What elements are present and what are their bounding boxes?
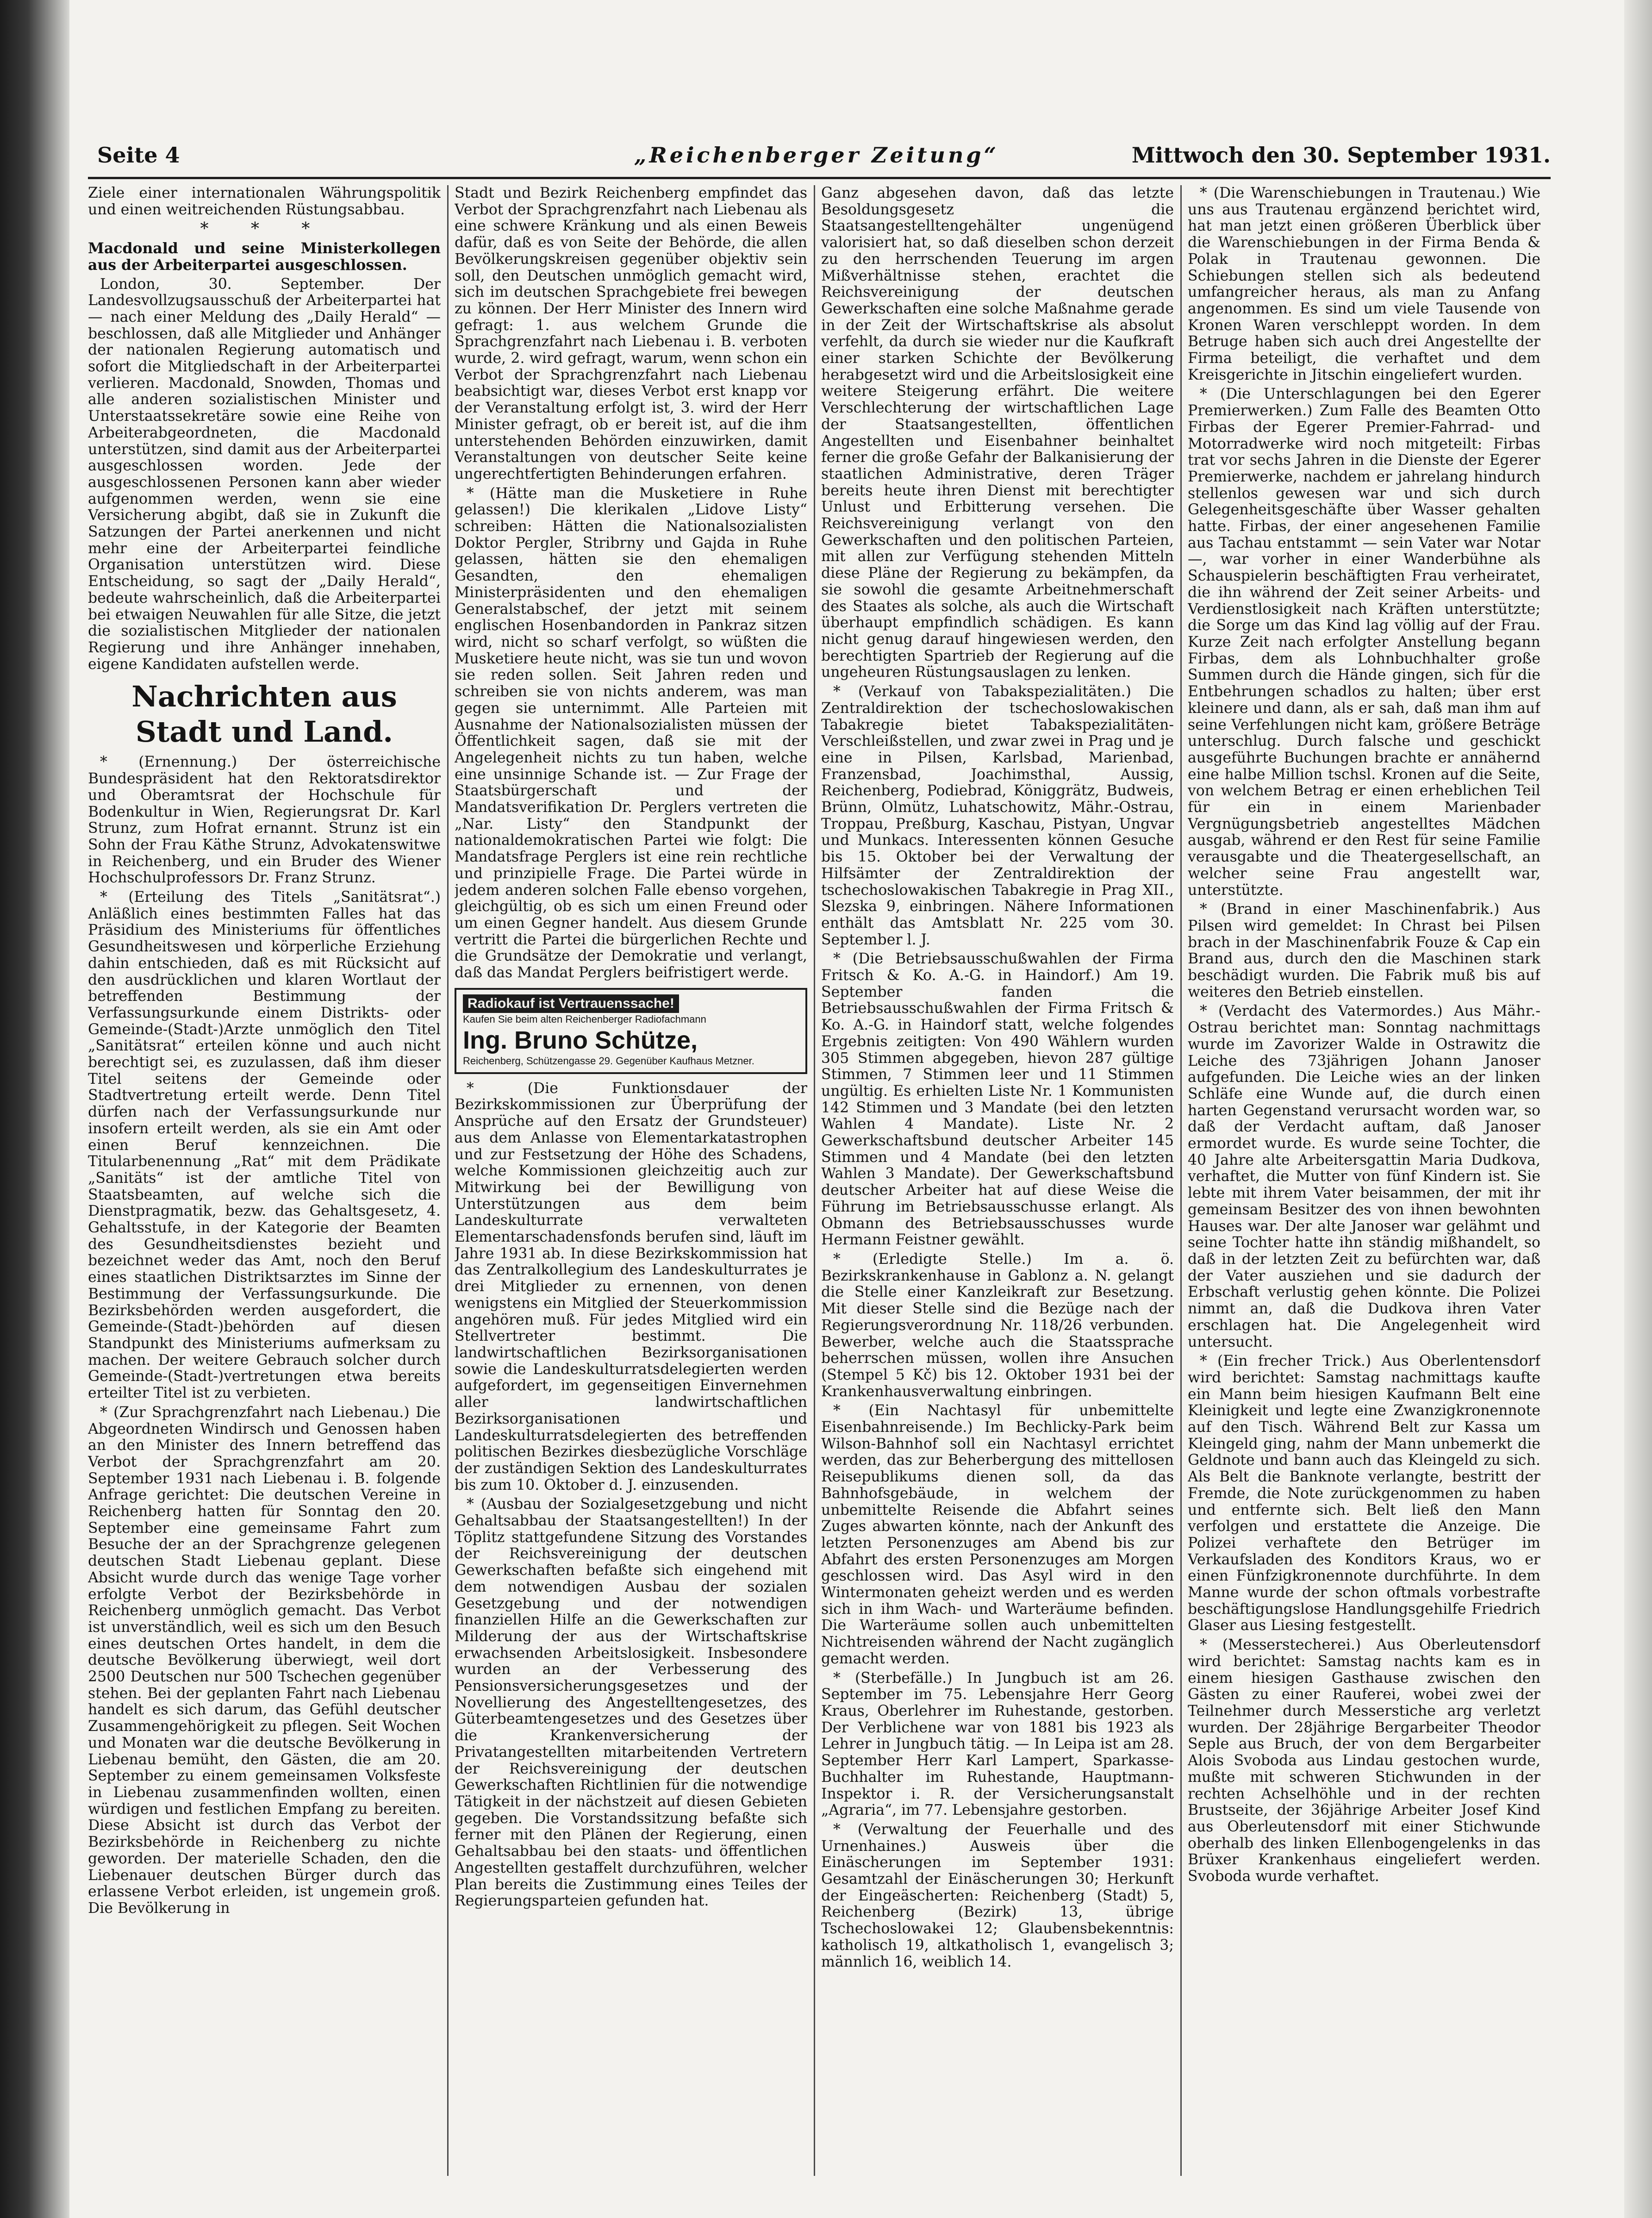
issue-date: Mittwoch den 30. September 1931. — [1131, 143, 1551, 168]
column-4 — [1188, 185, 1540, 2176]
article-headline: Macdonald und seine Ministerkollegen aus der Arbeiterpartei ausgeschlossen. — [88, 240, 441, 274]
newspaper-page — [88, 139, 1551, 2176]
news-item: * (Verwaltung der Feuerhalle und des Urnenhaines.) Ausweis über die Einäscherungen im September 1931: Gesamtzahl der Einäscherungen 30; Herkunft der Eingeäscherten: Reichenberg (Stadt) 5, Reichenberg (Bezirk) 13, übrige Tschechoslowakei 12; Glaubensbekenntnis: katholisch 19, altkatholisch 1, evangelisch 3; männlich 16, weiblich 14. — [821, 1821, 1174, 1970]
column-3 — [821, 185, 1174, 2176]
section-title: Nachrichten aus Stadt und Land. — [131, 680, 397, 749]
article-body: London, 30. September. Der Landesvollzugsausschuß der Arbeiterpartei hat — nach einer Meldung des „Daily Herald“ — beschlossen, daß alle Mitglieder und Anhänger der nationalen Regierung automatisch und sofort die Mitgliedschaft in der Arbeiterpartei verlieren. Macdonald, Snowden, Thomas und alle anderen sozialistischen Minister und Unterstaatssekretäre sowie eine Reihe von Arbeiterabgeordneten, die Macdonald unterstützen, sind damit aus der Arbeiterpartei ausgeschlossen worden. Jede der ausgeschlossenen Personen kann aber wieder aufgenommen werden, wenn sie eine Versicherung abgibt, daß sie in Zukunft die Satzungen der Partei anerkennen und nicht mehr eine der Arbeiterpartei feindliche Organisation unterstützen wird. Diese Entscheidung, so sagt der „Daily Herald“, bedeute wahrscheinlich, daß die Arbeiterpartei bei etwaigen Neuwahlen für alle Sitze, die jetzt die sozialistischen Mitglieder der nationalen Regierung und ihre Anhänger innehaben, eigene Kandidaten aufstellen werde. — [88, 275, 441, 673]
header-rule — [88, 177, 1551, 179]
column-1 — [88, 185, 441, 2176]
radio-advertisement — [455, 988, 807, 1074]
news-item: * (Erteilung des Titels „Sanitätsrat“.) Anläßlich eines bestimmten Falles hat das Präsidium des Ministeriums für öffentliches Gesundheitswesen und körperliche Erziehung dahin entschieden, daß es mit Rücksicht auf den ausdrücklichen und klaren Wortlaut der betreffenden Bestimmung der Verfassungsurkunde einem Distrikts- oder Gemeinde-(Stadt-)Arzte unmöglich den Titel „Sanitätsrat“ erteilen könne und auch nicht berechtigt sei, es zuzulassen, daß ihm dieser Titel seitens der Gemeinde oder Stadtvertretung erteilt werde. Denn Titel dürfen nach der Verfassungsurkunde nur insofern erteilt werden, als sie ein Amt oder einen Beruf kennzeichnen. Die Titularbenennung „Rat“ mit dem Prädikate „Sanitäts“ ist der amtliche Titel von Staatsbeamten, auf welche sich die Dienstpragmatik, bezw. das Gehaltsgesetz, 4. Gehaltsstufe, in der Kategorie der Beamten des Gesundheitsdienstes bezieht und bezeichnet weder das Amt, noch den Beruf eines staatlichen Distriktsarztes im Sinne der Bestimmung der Verfassungsurkunde. Die Bezirksbehörden werden ausgefordert, die Gemeinde-(Stadt-)behörden auf diesen Standpunkt des Ministeriums aufmerksam zu machen. Der weitere Gebrauch solcher durch Gemeinde-(Stadt-)vertretungen etwa bereits erteilter Titel ist zu verbieten. — [88, 889, 441, 1402]
ad-company-name: Ing. Bruno Schütze, — [463, 1026, 698, 1054]
news-item: * (Brand in einer Maschinenfabrik.) Aus Pilsen wird gemeldet: In Chrast bei Pilsen brach in der Maschinenfabrik Fouze & Cap ein Brand aus, durch den die Maschinen stark beschädigt wurden. Die Fabrik muß bis auf weiteres den Betrieb einstellen. — [1188, 901, 1540, 1000]
news-item: * (Ein Nachtasyl für unbemittelte Eisenbahnreisende.) Im Bechlicky-Park beim Wilson-Bahnhof soll ein Nachtasyl errichtet werden, das zur Beherbergung des mittellosen Reisepublikums dienen soll, da das Bahnhofsgebäude, in welchem der unbemittelte Reisende die Abfahrt seines Zuges abwarten könnte, nach der Ankunft des letzten Personenzuges am Abend bis zur Abfahrt des ersten Personenzuges am Morgen geschlossen wird. Das Asyl wird in den Wintermonaten geheizt werden und es werden sich in ihm Wach- und Warteräume befinden. Die Warteräume sollen auch unbemittelten Nichtreisenden während der Nacht zugänglich gemacht werden. — [821, 1402, 1174, 1667]
news-item: * (Ausbau der Sozialgesetzgebung und nicht Gehaltsabbau der Staatsangestellten!) In der Töplitz stattgefundene Sitzung des Vorstandes der Reichsvereinigung der deutschen Gewerkschaften befaßte sich eingehend mit dem notwendigen Ausbau der sozialen Gesetzgebung und der notwendigen finanziellen Hilfe an die Gewerkschaften zur Milderung der aus der Wirtschaftskrise erwachsenden Arbeitslosigkeit. Insbesondere wurden an der Verbesserung des Pensionsversicherungsgesetzes und der Novellierung des Angestelltengesetzes, des Güterbeamtengesetzes und des Gesetzes über die Krankenversicherung der Privatangestellten mitarbeitenden Vertretern der Reichsvereinigung der deutschen Gewerkschaften Richtlinien für die notwendige Tätigkeit in der nächstzeit auf diesen Gebieten gegeben. Die Vorstandssitzung befaßte sich ferner mit den Plänen der Regierung, einen Gehaltsabbau bei den staats- und öffentlichen Angestellten gestaffelt durchzuführen, welcher Plan bereits die Zustimmung eines Teiles der Regierungsparteien gefunden hat. — [455, 1496, 807, 1910]
article-continuation: Stadt und Bezirk Reichenberg empfindet das Verbot der Sprachgrenzfahrt nach Liebenau als eine schwere Kränkung und als einen Beweis dafür, daß es von Seite der Behörde, die allen Bevölkerungskreisen gegenüber objektiv sein soll, den Deutschen unmöglich gemacht wird, sich im deutschen Sprachgebiete frei bewegen zu können. Der Herr Minister des Innern wird gefragt: 1. aus welchem Grunde die Sprachgrenzfahrt nach Liebenau i. B. verboten wurde, 2. wird gefragt, warum, wenn schon ein Verbot der Sprachgrenzfahrt nach Liebenau beabsichtigt war, dieses Verbot erst knapp vor der Veranstaltung erfolgt ist, 3. wird der Herr Minister gefragt, ob er bereit ist, auf die ihm unterstehenden Behörden einzuwirken, damit Veranstaltungen von deutscher Seite keine ungerechtfertigten Behinderungen erfahren. — [455, 185, 807, 482]
column-divider — [814, 185, 815, 2176]
ad-headline: Radiokauf ist Vertrauenssache! — [463, 994, 679, 1013]
news-item: * (Messerstecherei.) Aus Oberleutensdorf wird berichtet: Samstag nachts kam es in einem hiesigen Gasthause zwischen den Gästen zu einer Rauferei, wobei zwei der Teilnehmer durch Messerstiche arg verletzt wurden. Der 28jährige Bergarbeiter Theodor Seple aus Bruch, der von dem Bergarbeiter Alois Svoboda aus Lindau gestochen wurde, mußte mit schweren Stichwunden in der rechten Achselhöhle und in der rechten Brustseite, der 36jährige Arbeiter Josef Kind aus Oberleutensdorf mit einer Stichwunde oberhalb des linken Ellenbogengelenks in das Brüxer Krankenhaus eingeliefert werden. Svoboda wurde verhaftet. — [1188, 1637, 1540, 1885]
news-item: * (Verkauf von Tabakspezialitäten.) Die Zentraldirektion der tschechoslowakischen Tabakregie bietet Tabakspezialitäten-Verschleißstellen, und zwar zwei in Prag und je eine in Pilsen, Karlsbad, Marienbad, Franzensbad, Joachimsthal, Aussig, Reichenberg, Podiebrad, Königgrätz, Budweis, Brünn, Olmütz, Luhatschowitz, Mähr.-Ostrau, Troppau, Preßburg, Kaschau, Pistyan, Ungvar und Munkacs. Interessenten können Gesuche bis 15. Oktober bei der Verwaltung der Hilfsämter der Zentraldirektion der tschechoslowakischen Tabakregie in Prag XII., Slezska 9, einbringen. Nähere Informationen enthält das Amtsblatt Nr. 225 vom 30. September l. J. — [821, 683, 1174, 948]
news-item: * (Sterbefälle.) In Jungbuch ist am 26. September im 75. Lebensjahre Herr Georg Kraus, Oberlehrer im Ruhestande, gestorben. Der Verblichene war von 1881 bis 1923 als Lehrer in Jungbuch tätig. — In Leipa ist am 28. September Herr Karl Lampert, Sparkasse-Buchhalter im Ruhestande, Hauptmann-Inspektor i. R. der Versicherungsanstalt „Agraria“, im 77. Lebensjahre gestorben. — [821, 1669, 1174, 1819]
scan-right-edge — [1624, 0, 1652, 2218]
page-header — [88, 139, 1551, 171]
column-divider — [1180, 185, 1182, 2176]
news-item: * (Hätte man die Musketiere in Ruhe gelassen!) Die klerikalen „Lidove Listy“ schreiben: Hätten die Nationalsozialisten Doktor Pergler, Stribrny und Gajda in Ruhe gelassen, hätten sie den ehemaligen Gesandten, den ehemaligen Ministerpräsidenten und den ehemaligen Generalstabschef, der jetzt mit seinem englischen Hosenbandorden in Pankraz sitzen wird, nicht so scharf verfolgt, so wüßten die Musketiere heute nicht, was sie tun und wovon sie reden sollen. Seit Jahren reden und schreiben sie von nichts anderem, was man gegen sie unternimmt. Alle Parteien mit Ausnahme der Nationalsozialisten müssen der Öffentlichkeit sagen, daß sie mit der Angelegenheit nichts zu tun haben, welche eine unsinnige Schande ist. — Zur Frage der Staatsbürgerschaft und der Mandatsverifikation Dr. Perglers vertreten die „Nar. Listy“ den Standpunkt der nationaldemokratischen Partei wie folgt: Die Mandatsfrage Perglers ist eine rein rechtliche und prinzipielle Frage. Die Partei würde in jedem anderen solchen Falle ebenso vorgehen, gleichgültig, ob es sich um einen Freund oder um einen Gegner handelt. Aus diesem Grunde vertritt die Partei die bürgerlichen Rechte und die Grundsätze der Demokratie und verlangt, daß das Mandat Perglers beifristigert werde. — [455, 485, 807, 981]
news-item: * (Erledigte Stelle.) Im a. ö. Bezirkskrankenhause in Gablonz a. N. gelangt die Stelle einer Kanzleikraft zur Besetzung. Mit dieser Stelle sind die Bezüge nach der Regierungsverordnung Nr. 118/26 verbunden. Bewerber, welche auch die Staatssprache beherrschen müssen, wollen ihre Ansuchen (Stempel 5 Kč) bis 12. Oktober 1931 bei der Krankenhausverwaltung einbringen. — [821, 1251, 1174, 1400]
news-item: * (Ein frecher Trick.) Aus Oberlentensdorf wird berichtet: Samstag nachmittags kaufte ein Mann beim hiesigen Kaufmann Belt eine Kleinigkeit und legte eine Zwanzigkronennote auf den Tisch. Während Belt zur Kassa um Kleingeld ging, nahm der Mann unbemerkt die Geldnote und bann auch das Kleingeld zu sich. Als Belt die Banknote verlangte, bestritt der Fremde, die Note zurückgenommen zu haben und entfernte sich. Belt ließ den Mann verfolgen und erstattete die Anzeige. Die Polizei verhaftete den Betrüger im Verkaufsladen des Konditors Kraus, wo er einen Fünfzigkronennote durchführte. In dem Manne wurde der schon oftmals vorbestrafte beschäftigungslose Handlungsgehilfe Friedrich Glaser aus Liesing festgestellt. — [1188, 1353, 1540, 1634]
page-number: Seite 4 — [97, 143, 180, 168]
news-item: * (Ernennung.) Der österreichische Bundespräsident hat den Rektoratsdirektor und Oberamtsrat der Hochschule für Bodenkultur in Wien, Regierungsrat Dr. Karl Strunz, zum Hofrat ernannt. Strunz ist ein Sohn der Frau Käthe Strunz, Advokatenswitwe in Reichenberg, und ein Bruder des Wiener Hochschulprofessors Dr. Franz Strunz. — [88, 754, 441, 887]
section-stars: * * * — [200, 219, 329, 239]
article-continuation: Ganz abgesehen davon, daß das letzte Besoldungsgesetz die Staatsangestelltengehälter ungenügend valorisiert hat, so daß dieselben schon derzeit zu den herrschenden Teuerung im argen Mißverhältnisse stehen, erachtet die Reichsvereinigung der deutschen Gewerkschaften eine solche Maßnahme gerade in der Zeit der Wirtschaftskrise als absolut verfehlt, da durch sie wieder nur die Kaufkraft einer starken Schichte der Bevölkerung herabgesetzt wird und die Arbeitslosigkeit eine weitere Steigerung erfährt. Die weitere Verschlechterung der wirtschaftlichen Lage der Staatsangestellten, öffentlichen Angestellten und Eisenbahner beinhaltet ferner die große Gefahr der Balkanisierung der staatlichen Administrative, deren Träger bereits heute ihren Dienst mit berechtigter Unlust und Erbitterung versehen. Die Reichsvereinigung verlangt von den Gewerkschaften und den politischen Parteien, mit allen zur Verfügung stehenden Mitteln diese Pläne der Regierung zu bekämpfen, da sie sowohl die gesamte Arbeitnehmerschaft des Staates als solche, als auch die Wirtschaft überhaupt empfindlich schädigen. Es kann nicht genug darauf hingewiesen werden, den berechtigten Spartrieb der Regierung auf die ungeheuren Rüstungsauslagen zu lenken. — [821, 185, 1174, 681]
ad-address: Reichenberg, Schützengasse 29. Gegenüber Kaufhaus Metzner. — [463, 1055, 754, 1067]
news-item: * (Die Unterschlagungen bei den Egerer Premierwerken.) Zum Falle des Beamten Otto Firbas der Egerer Premier-Fahrrad- und Motorradwerke wird noch mitgeteilt: Firbas trat vor sechs Jahren in die Dienste der Egerer Premierwerke, nachdem er jahrelang hindurch stellenlos gewesen war und sich durch Gelegenheitsgeschäfte über Wasser gehalten hatte. Firbas, der einer angesehenen Familie aus Tachau entstammt — sein Vater war Notar —, war vorher in einer Wanderbühne als Schauspielerin beschäftigten Frau verheiratet, die ihn während der Zeit seiner Arbeits- und Verdienstlosigkeit nach Kräften unterstützte; die Sorge um das Kind lag völlig auf der Frau. Kurze Zeit nach erfolgter Anstellung begann Firbas, dem als Lohnbuchhalter große Summen durch die Hände gingen, sich für die Entbehrungen schadlos zu halten; über erst kleinere und dann, als er sah, daß man ihm auf seine Verfehlungen nicht kam, größere Beträge unterschlug. Durch falsche und geschickt ausgeführte Buchungen brachte er annähernd eine halbe Million tschsl. Kronen auf die Seite, von welchem Betrag er einen erheblichen Teil für ein in einem Marienbader Vergnügungsbetrieb angestelltes Mädchen ausgab, während er den Rest für seine Familie verausgabte und die Theatergesellschaft, an welcher seine Frau angestellt war, unterstützte. — [1188, 386, 1540, 899]
newspaper-title: „Reichenberger Zeitung“ — [634, 143, 999, 168]
column-divider — [447, 185, 449, 2176]
news-item: * (Die Warenschiebungen in Trautenau.) Wie uns aus Trautenau ergänzend berichtet wird, hat man jetzt einen größeren Überblick über die Warenschiebungen in der Firma Benda & Polak in Trautenau gewonnen. Die Schiebungen stellen sich als bedeutend umfangreicher heraus, als man zu Anfang angenommen. Es sind um viele Tausende von Kronen Waren verschleppt worden. In dem Betruge haben sich auch drei Angestellte der Firma beteiligt, die verhaftet und dem Kreisgerichte in Jitschin eingeliefert wurden. — [1188, 185, 1540, 383]
news-item: * (Zur Sprachgrenzfahrt nach Liebenau.) Die Abgeordneten Windirsch und Genossen haben an den Minister des Innern betreffend das Verbot der Sprachgrenzfahrt am 20. September 1931 nach Liebenau i. B. folgende Anfrage gerichtet: Die deutschen Vereine in Reichenberg hatten für Sonntag den 20. September eine gemeinsame Fahrt zum Besuche der an der Sprachgrenze gelegenen deutschen Stadt Liebenau geplant. Diese Absicht wurde durch das wenige Tage vorher erfolgte Verbot der Bezirksbehörde in Reichenberg unmöglich gemacht. Das Verbot ist unverständlich, weil es sich um den Besuch eines deutschen Ortes handelt, in dem die deutsche Bevölkerung überwiegt, weil dort 2500 Deutschen nur 500 Tschechen gegenüber stehen. Bei der geplanten Fahrt nach Liebenau handelt es sich darum, das Gefühl deutscher Zusammengehörigkeit zu pflegen. Seit Wochen und Monaten war die deutsche Bevölkerung in Liebenau bemüht, den Gästen, die am 20. September zu einem gemeinsamen Volksfeste in Liebenau zusammenfinden wollten, einen würdigen und festlichen Empfang zu bereiten. Diese Absicht ist durch das Verbot der Bezirksbehörde in Reichenberg zu nichte geworden. Der materielle Schaden, den die Liebenauer deutschen Bürger durch das erlassene Verbot erleiden, ist ungemein groß. Die Bevölkerung in — [88, 1404, 441, 1917]
scan-left-edge — [0, 0, 69, 2218]
ad-tagline: Kaufen Sie beim alten Reichenberger Radiofachmann — [463, 1013, 706, 1025]
news-item: * (Die Funktionsdauer der Bezirkskommissionen zur Überprüfung der Ansprüche auf den Ersatz der Grundsteuer) aus dem Anlasse von Elementarkatastrophen und zur Festsetzung der Höhe des Schadens, welche Kommissionen gleichzeitig auch zur Mitwirkung bei der Bewilligung von Unterstützungen aus dem beim Landeskulturrate verwalteten Elementarschadensfonds berufen sind, läuft im Jahre 1931 ab. In diese Bezirkskommission hat das Zentralkollegium des Landeskulturrates je drei Mitglieder zu ernennen, von denen wenigstens ein Mitglied der Steuerkommission angehören muß. Für jedes Mitglied wird ein Stellvertreter bestimmt. Die landwirtschaftlichen Bezirksorganisationen sowie die Landeskulturratsdelegierten werden aufgefordert, im gegenseitigen Einvernehmen aller landwirtschaftlichen Bezirksorganisationen und Landeskulturratsdelegierten des betreffenden politischen Bezirkes diesbezügliche Vorschläge der zuständigen Sektion des Landeskulturrates bis zum 10. Oktober d. J. einzusenden. — [455, 1080, 807, 1493]
column-2 — [455, 185, 807, 2176]
news-item: * (Verdacht des Vatermordes.) Aus Mähr.-Ostrau berichtet man: Sonntag nachmittags wurde im Zavorizer Walde in Ostrawitz die Leiche des 73jährigen Johann Janoser aufgefunden. Die Leiche wies an der linken Schläfe eine Wunde auf, die durch einen harten Gegenstand verursacht worden war, so daß der Verdacht auftam, daß Janoser ermordet wurde. Es wurde seine Tochter, die 40 Jahre alte Arbeitersgattin Maria Dudkova, verhaftet, die Mutter von fünf Kindern ist. Sie lebte mit ihrem Vater beisammen, der mit ihr gemeinsam Besitzer des von ihnen bewohnten Hauses war. Der alte Janoser war gelähmt und seine Tochter hatte ihn ständig mißhandelt, so daß in der letzten Zeit zu befürchten war, daß der Vater ausziehen und sie dadurch der Erbschaft verlustig gehen könnte. Die Polizei nimmt an, daß die Dudkova ihren Vater erschlagen hat. Die Angelegenheit wird untersucht. — [1188, 1003, 1540, 1350]
news-item: * (Die Betriebsausschußwahlen der Firma Fritsch & Ko. A.-G. in Haindorf.) Am 19. September fanden die Betriebsausschußwahlen der Firma Fritsch & Ko. A.-G. in Haindorf statt, welche folgendes Ergebnis zeitigten: Von 490 Wählern wurden 305 Stimmen abgegeben, hievon 287 gültige Stimmen, 7 Stimmen leer und 11 Stimmen ungültig. Es erhielten Liste Nr. 1 Kommunisten 142 Stimmen und 3 Mandate (bei den letzten Wahlen 4 Mandate). Liste Nr. 2 Gewerkschaftsbund deutscher Arbeiter 145 Stimmen und 4 Mandate (bei den letzten Wahlen 3 Mandate). Der Gewerkschaftsbund deutscher Arbeiter hat auf diese Weise die Führung im Betriebsausschusse erlangt. Als Obmann des Betriebsausschusses wurde Hermann Feistner gewählt. — [821, 950, 1174, 1249]
article-continuation: Ziele einer internationalen Währungspolitik und einen weitreichenden Rüstungsabbau. — [88, 185, 441, 218]
